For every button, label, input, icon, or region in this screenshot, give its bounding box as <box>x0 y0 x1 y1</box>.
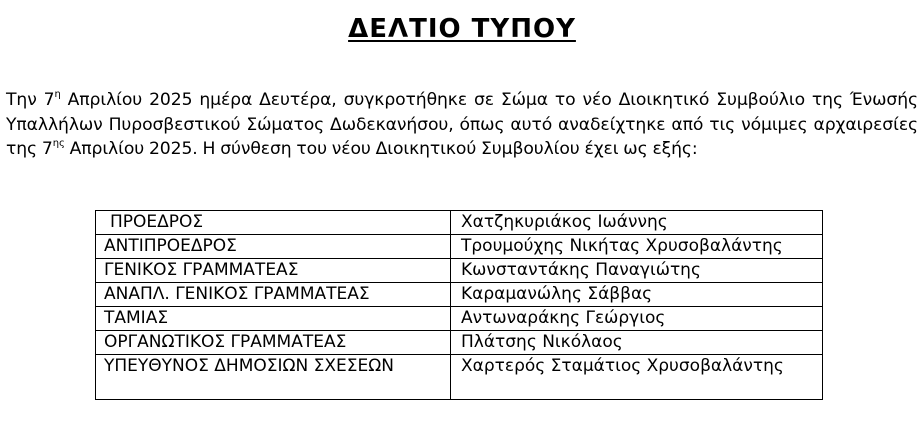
board-member-name: Αντωναράκης Γεώργιος <box>451 307 823 331</box>
board-role: ΑΝΤΙΠΡΟΕΔΡΟΣ <box>96 235 451 259</box>
board-role: ΠΡΟΕΔΡΟΣ <box>96 211 451 235</box>
table-row <box>96 283 823 307</box>
board-member-name: Καραμανώλης Σάββας <box>451 283 823 307</box>
table-row <box>96 331 823 355</box>
ordinal-suffix-1: η <box>54 89 61 101</box>
board-role: ΟΡΓΑΝΩΤΙΚΟΣ ΓΡΑΜΜΑΤΕΑΣ <box>96 331 451 355</box>
page-title: ΔΕΛΤΙΟ ΤΥΠΟΥ <box>348 14 576 44</box>
board-member-name: Χατζηκυριάκος Ιωάννης <box>451 211 823 235</box>
ordinal-suffix-2: ης <box>52 138 65 150</box>
board-role: ΓΕΝΙΚΟΣ ΓΡΑΜΜΑΤΕΑΣ <box>96 259 451 283</box>
board-role: ΤΑΜΙΑΣ <box>96 307 451 331</box>
table-row <box>96 235 823 259</box>
table-row <box>96 259 823 283</box>
board-composition-table <box>95 210 823 400</box>
intro-paragraph <box>6 88 918 162</box>
board-member-name: Πλάτσης Νικόλαος <box>451 331 823 355</box>
board-role: ΥΠΕΥΘΥΝΟΣ ΔΗΜΟΣΙΩΝ ΣΧΕΣΕΩΝ <box>96 355 451 400</box>
board-member-name: Κωνσταντάκης Παναγιώτης <box>451 259 823 283</box>
intro-text-part-2: Απριλίου 2025 ημέρα Δευτέρα, συγκροτήθηκε σε Σώμα το νέο Διοικητικό Συμβούλιο της Ένωσής Υπαλλήλων Πυροσβεστικού Σώματος Δωδεκανήσου, όπως αυτό αναδείχτηκε από τις νόμιμες αρχαιρεσίες της 7 <box>6 90 918 160</box>
board-role: ΑΝΑΠΛ. ΓΕΝΙΚΟΣ ΓΡΑΜΜΑΤΕΑΣ <box>96 283 451 307</box>
intro-text-part-1: Την 7 <box>6 90 55 111</box>
intro-text-part-3: Απριλίου 2025. Η σύνθεση του νέου Διοικητικού Συμβουλίου έχει ως εξής: <box>64 139 698 160</box>
board-member-name: Τρουμούχης Νικήτας Χρυσοβαλάντης <box>451 235 823 259</box>
table-row <box>96 307 823 331</box>
table-row <box>96 355 823 400</box>
table-row <box>96 211 823 235</box>
board-member-name: Χαρτερός Σταμάτιος Χρυσοβαλάντης <box>451 355 823 400</box>
